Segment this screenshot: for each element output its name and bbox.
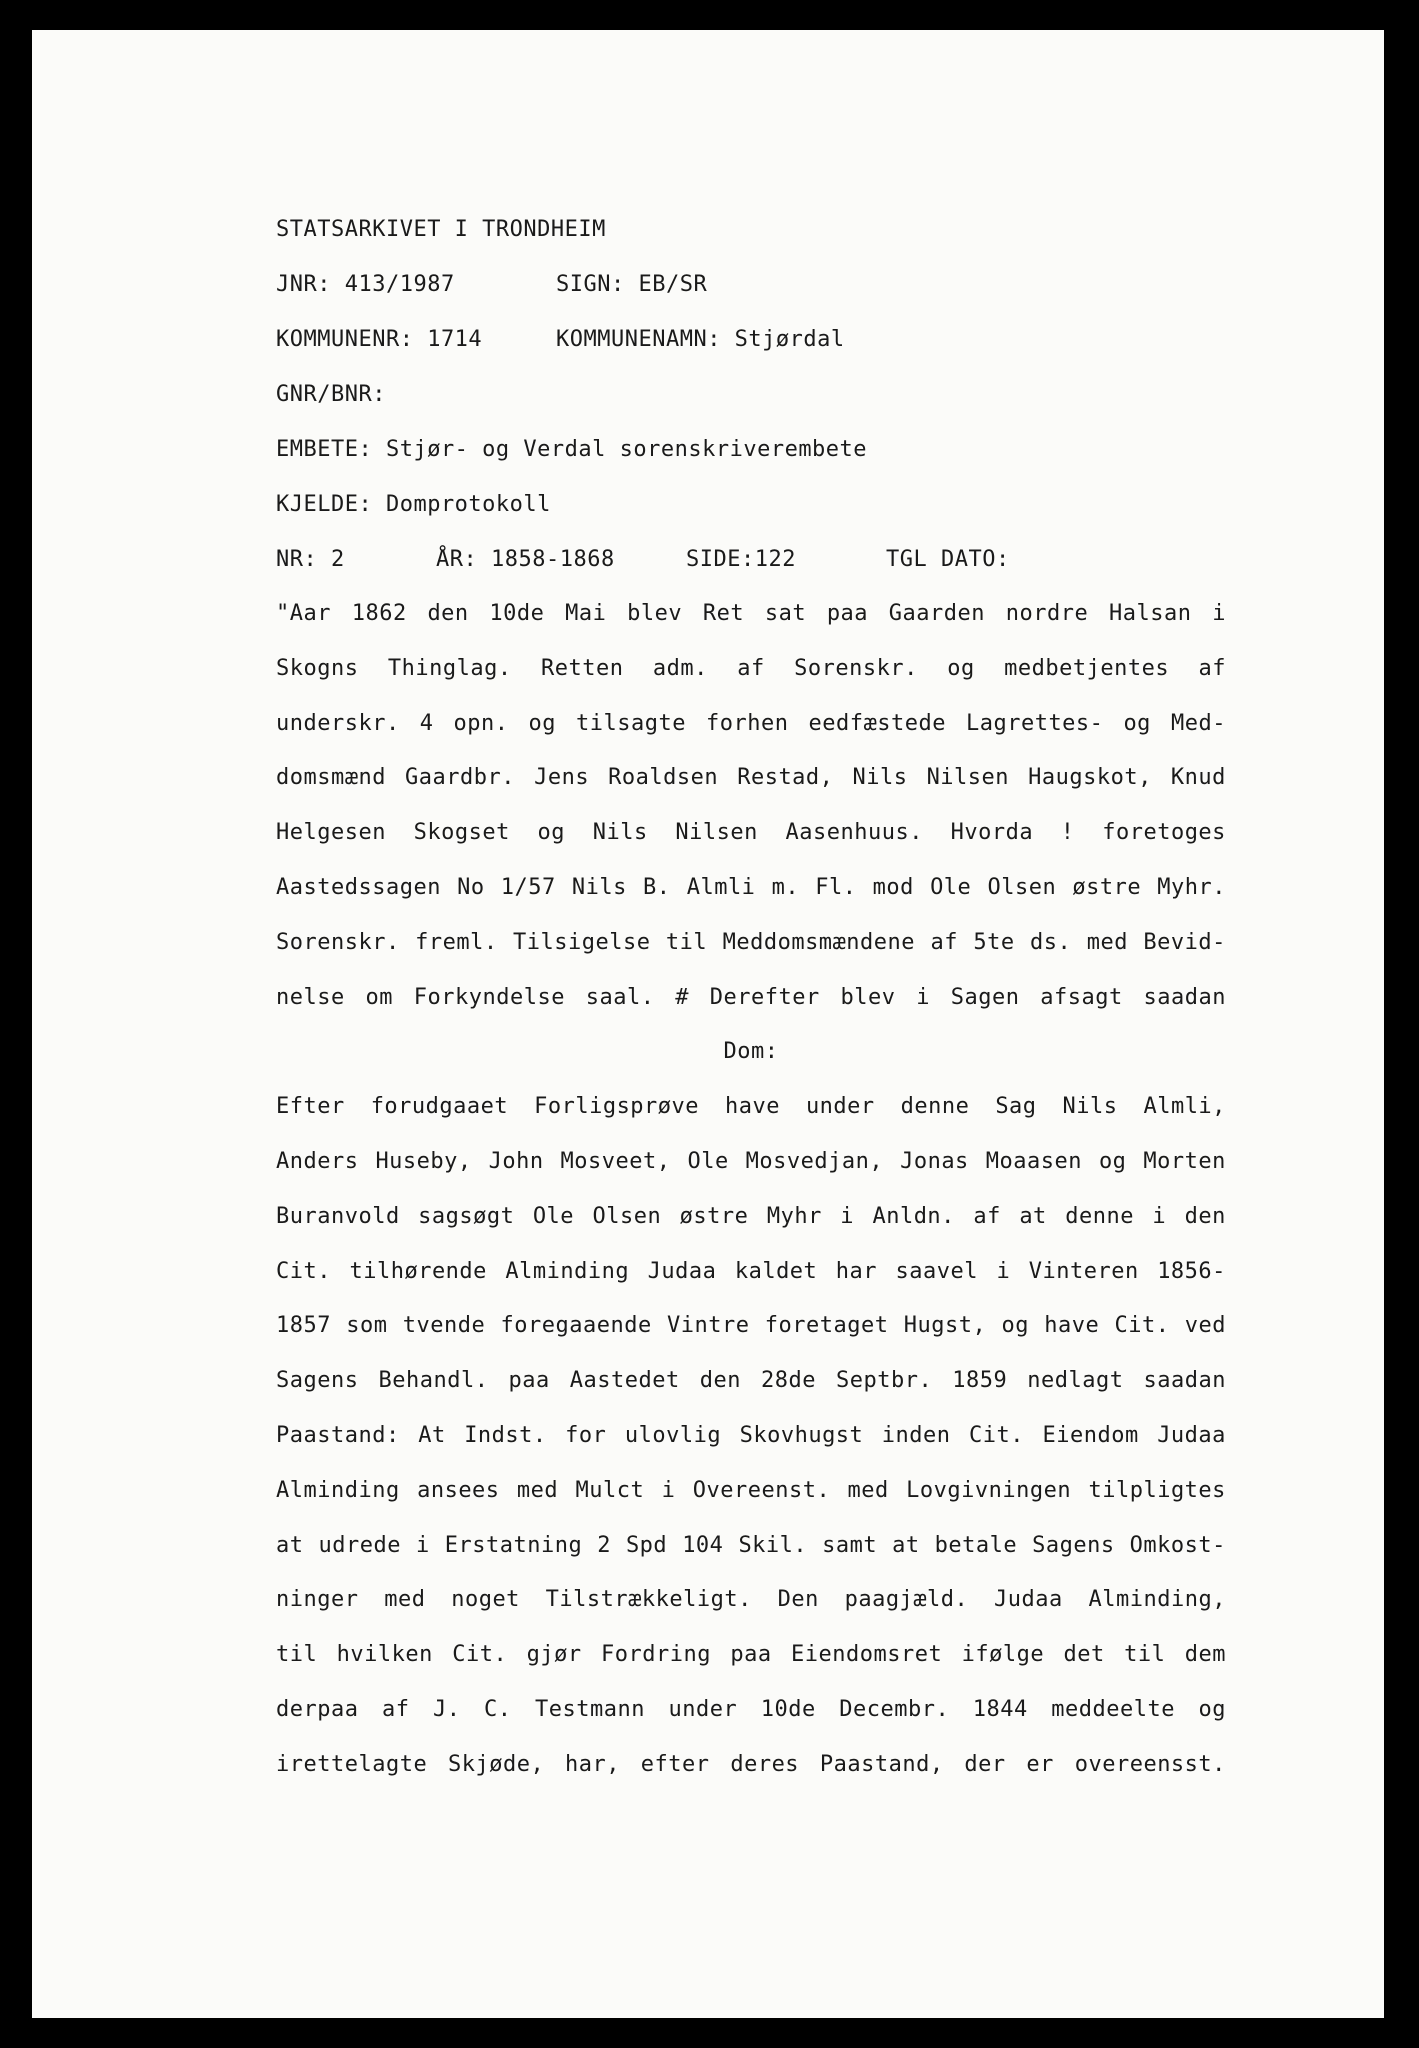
body-line: Skogns Thinglag. Retten adm. af Sorenskr. og medbetjentes af [276,655,1226,681]
jnr-line [276,257,1226,312]
body-line: ninger med noget Tilstrækkeligt. Den paagjæld. Judaa Alminding, [276,1587,1226,1613]
body-line: nelse om Forkyndelse saal. # Derefter blev i Sagen afsagt saadan [276,984,1226,1010]
body-line: irettelagte Skjøde, har, efter deres Paastand, der er overeensst. [276,1751,1226,1777]
tgl-dato-field: TGL DATO: [886,547,1010,572]
nr-field: NR: 2 [276,547,345,572]
body-line: Efter forudgaaet Forligsprøve have under denne Sag Nils Almli, [276,1094,1226,1120]
body-line: Aastedssagen No 1/57 Nils B. Almli m. Fl. mod Ole Olsen østre Myhr. [276,874,1226,900]
body-line: "Aar 1862 den 10de Mai blev Ret sat paa Gaarden nordre Halsan i [276,601,1226,626]
nr-line [276,532,1226,587]
transcription [276,202,1226,1793]
jnr-field: JNR: 413/1987 [276,272,455,297]
body-block-1 [276,587,1226,1025]
archive-line [276,202,1226,257]
body-line: Helgesen Skogset og Nils Nilsen Aasenhuus. Hvorda ! foretoges [276,820,1226,846]
body-line: at udrede i Erstatning 2 Spd 104 Skil. samt at betale Sagens Omkost- [276,1532,1226,1558]
sign-field: SIGN: EB/SR [556,272,708,297]
kommune-line [276,312,1226,367]
kjelde-field: KJELDE: Domprotokoll [276,492,551,517]
kommunenr-field: KOMMUNENR: 1714 [276,327,483,352]
archive-name: STATSARKIVET I TRONDHEIM [276,217,606,242]
body-line: Anders Huseby, John Mosveet, Ole Mosvedjan, Jonas Moaasen og Morten [276,1148,1226,1174]
document-page [32,30,1384,2018]
embete-line [276,422,1226,477]
body-line: Alminding ansees med Mulct i Overeenst. med Lovgivningen tilpligtes [276,1477,1226,1503]
kommunenamn-field: KOMMUNENAMN: Stjørdal [556,327,845,352]
body-line: domsmænd Gaardbr. Jens Roaldsen Restad, Nils Nilsen Haugskot, Knud [276,765,1226,791]
body-line: Cit. tilhørende Alminding Judaa kaldet har saavel i Vinteren 1856- [276,1258,1226,1284]
side-field: SIDE:122 [686,547,796,572]
body-line: underskr. 4 opn. og tilsagte forhen eedfæstede Lagrettes- og Med- [276,710,1226,736]
kjelde-line [276,477,1226,532]
body-line: Buranvold sagsøgt Ole Olsen østre Myhr i Anldn. af at denne i den [276,1203,1226,1229]
gnr-bnr-field: GNR/BNR: [276,382,386,407]
dom-heading: Dom: [723,1039,779,1065]
ar-field: ÅR: 1858-1868 [436,547,615,572]
embete-field: EMBETE: Stjør- og Verdal sorenskriverembete [276,437,868,462]
body-line: Paastand: At Indst. for ulovlig Skovhugst inden Cit. Eiendom Judaa [276,1422,1226,1448]
body-line: Sorenskr. freml. Tilsigelse til Meddomsmændene af 5te ds. med Bevid- [276,929,1226,955]
gnr-bnr-line [276,367,1226,422]
body-line: 1857 som tvende foregaaende Vintre foretaget Hugst, og have Cit. ved [276,1313,1226,1339]
body-line: til hvilken Cit. gjør Fordring paa Eiendomsret ifølge det til dem [276,1642,1226,1668]
body-line: Sagens Behandl. paa Aastedet den 28de Septbr. 1859 nedlagt saadan [276,1368,1226,1394]
body-line: derpaa af J. C. Testmann under 10de Decembr. 1844 meddeelte og [276,1696,1226,1722]
body-block-2 [276,1080,1226,1792]
